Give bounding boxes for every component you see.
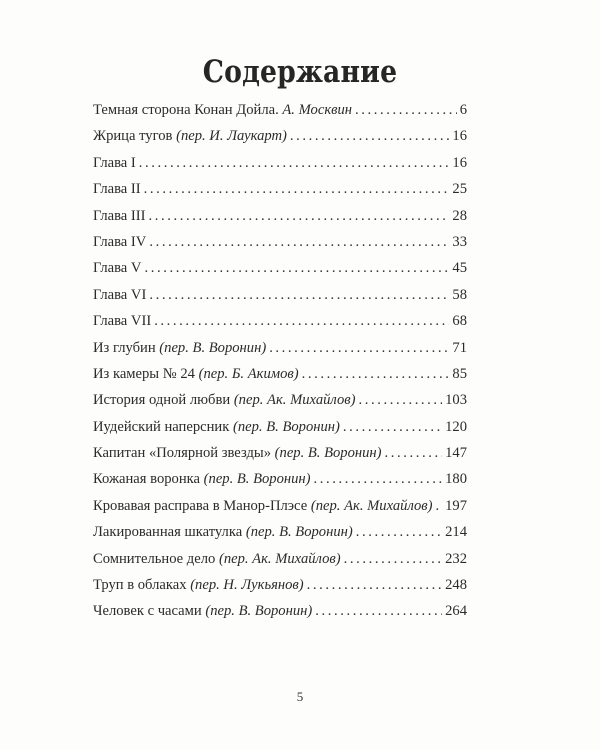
toc-entry-title: Лакированная шкатулка (пер. В. Воронин)	[93, 524, 353, 541]
toc-entry-translator: (пер. Ак. Михайлов)	[218, 550, 341, 567]
dot-leader	[344, 551, 443, 568]
dot-leader	[343, 419, 442, 436]
toc-entry-translator: (пер. В. Воронин)	[233, 418, 340, 435]
toc-entry-title: Сомнительное дело (пер. Ак. Михайлов)	[93, 550, 341, 567]
toc-entry-translator: (пер. В. Воронин)	[159, 339, 267, 356]
toc-entry	[93, 471, 467, 497]
toc-entry-page: 6	[459, 102, 467, 118]
toc-entry-title: Человек с часами (пер. В. Воронин)	[93, 603, 313, 620]
toc-entry-page: 25	[452, 181, 467, 198]
dot-leader	[315, 603, 442, 620]
toc-entry-translator: (пер. В. Воронин)	[274, 445, 382, 462]
toc-entry	[93, 577, 467, 603]
toc-entry-page: 120	[445, 418, 467, 435]
toc-entry-page: 58	[452, 286, 467, 303]
toc-entry-title: Труп в облаках (пер. Н. Лукьянов)	[93, 577, 304, 594]
toc-entry-title: Глава VII	[93, 313, 152, 330]
dot-leader	[314, 471, 443, 488]
toc-entry	[93, 498, 467, 524]
toc-entry	[93, 287, 467, 313]
toc-entry	[93, 260, 467, 286]
toc-entry-title: Иудейский наперсник (пер. В. Воронин)	[93, 418, 340, 435]
toc-entry	[93, 234, 467, 260]
toc-entry-page: 147	[445, 445, 467, 462]
dot-leader	[435, 498, 442, 515]
toc-entry-title: Из глубин (пер. В. Воронин)	[93, 339, 267, 356]
toc-entry-page: 28	[452, 207, 467, 224]
dot-leader	[385, 445, 443, 462]
dot-leader	[290, 128, 450, 145]
toc-entry-page: 16	[452, 128, 467, 145]
toc-entry-translator: (пер. В. Воронин)	[245, 524, 353, 541]
toc-entry	[93, 340, 467, 366]
toc-entry	[93, 366, 467, 392]
toc-entry-title: Глава IV	[93, 233, 147, 250]
dot-leader	[356, 524, 442, 541]
toc-entry	[93, 208, 467, 234]
dot-leader	[149, 234, 449, 251]
toc-entry-page: 103	[445, 392, 467, 409]
dot-leader	[149, 208, 450, 225]
toc-entry-translator: (пер. Б. Акимов)	[198, 365, 299, 382]
dot-leader	[302, 366, 450, 383]
dot-leader	[355, 102, 457, 119]
dot-leader	[307, 577, 443, 594]
dot-leader	[154, 313, 449, 330]
toc-entry	[93, 551, 467, 577]
toc-entry	[93, 128, 467, 154]
dot-leader	[139, 155, 450, 172]
toc-entry-title: Из камеры № 24 (пер. Б. Акимов)	[93, 365, 299, 382]
toc-entry-page: 232	[445, 550, 467, 567]
toc-entry-translator: А. Москвин	[282, 102, 353, 118]
toc-entry	[93, 313, 467, 339]
toc-entry	[93, 524, 467, 550]
toc-entry-page: 248	[445, 577, 467, 594]
toc-entry-title: Глава V	[93, 260, 142, 277]
toc-entry-translator: (пер. Ак. Михайлов)	[310, 497, 433, 514]
toc-entry	[93, 155, 467, 181]
toc-entry-page: 264	[445, 603, 467, 620]
toc-entry	[93, 392, 467, 418]
toc-entry	[93, 603, 467, 629]
toc-entry-page: 214	[445, 524, 467, 541]
toc-entry-page: 180	[445, 471, 467, 488]
dot-leader	[269, 340, 449, 357]
toc-entry-translator: (пер. И. Лаукарт)	[176, 128, 287, 145]
toc-entry-title: Глава III	[93, 207, 146, 224]
toc-entry-title: Темная сторона Конан Дойла. А. Москвин	[93, 102, 353, 118]
dot-leader	[144, 260, 449, 277]
toc-entry-title: Капитан «Полярной звезды» (пер. В. Воронин)	[93, 445, 382, 462]
toc-entry-title: Жрица тугов (пер. И. Лаукарт)	[93, 128, 287, 145]
toc-entry-title: Глава VI	[93, 286, 147, 303]
toc-entry-page: 197	[445, 497, 467, 514]
toc-entry-page: 33	[452, 233, 467, 250]
toc-entry	[93, 445, 467, 471]
toc-entry-page: 71	[452, 339, 467, 356]
toc-entry-translator: (пер. В. Воронин)	[203, 471, 311, 488]
toc-entry	[93, 419, 467, 445]
table-of-contents	[93, 102, 467, 630]
toc-entry-page: 45	[452, 260, 467, 277]
toc-entry	[93, 102, 467, 128]
toc-entry-translator: (пер. Н. Лукьянов)	[190, 577, 304, 594]
dot-leader	[144, 181, 450, 198]
toc-entry-title: Глава II	[93, 181, 141, 198]
toc-entry-translator: (пер. Ак. Михайлов)	[233, 392, 356, 409]
toc-entry-title: История одной любви (пер. Ак. Михайлов)	[93, 392, 356, 409]
page-number: 5	[296, 689, 304, 704]
toc-entry-title: Кожаная воронка (пер. В. Воронин)	[93, 471, 311, 488]
toc-entry	[93, 181, 467, 207]
toc-entry-title: Кровавая расправа в Манор-Плэсе (пер. Ак. Михайлов)	[93, 497, 433, 514]
toc-entry-page: 16	[452, 154, 467, 171]
toc-entry-page: 85	[452, 365, 467, 382]
page-title: Содержание	[202, 54, 398, 90]
dot-leader	[149, 287, 449, 304]
toc-entry-title: Глава I	[93, 154, 136, 171]
dot-leader	[358, 392, 442, 409]
toc-entry-page: 68	[452, 313, 467, 330]
toc-entry-translator: (пер. В. Воронин)	[205, 603, 313, 620]
